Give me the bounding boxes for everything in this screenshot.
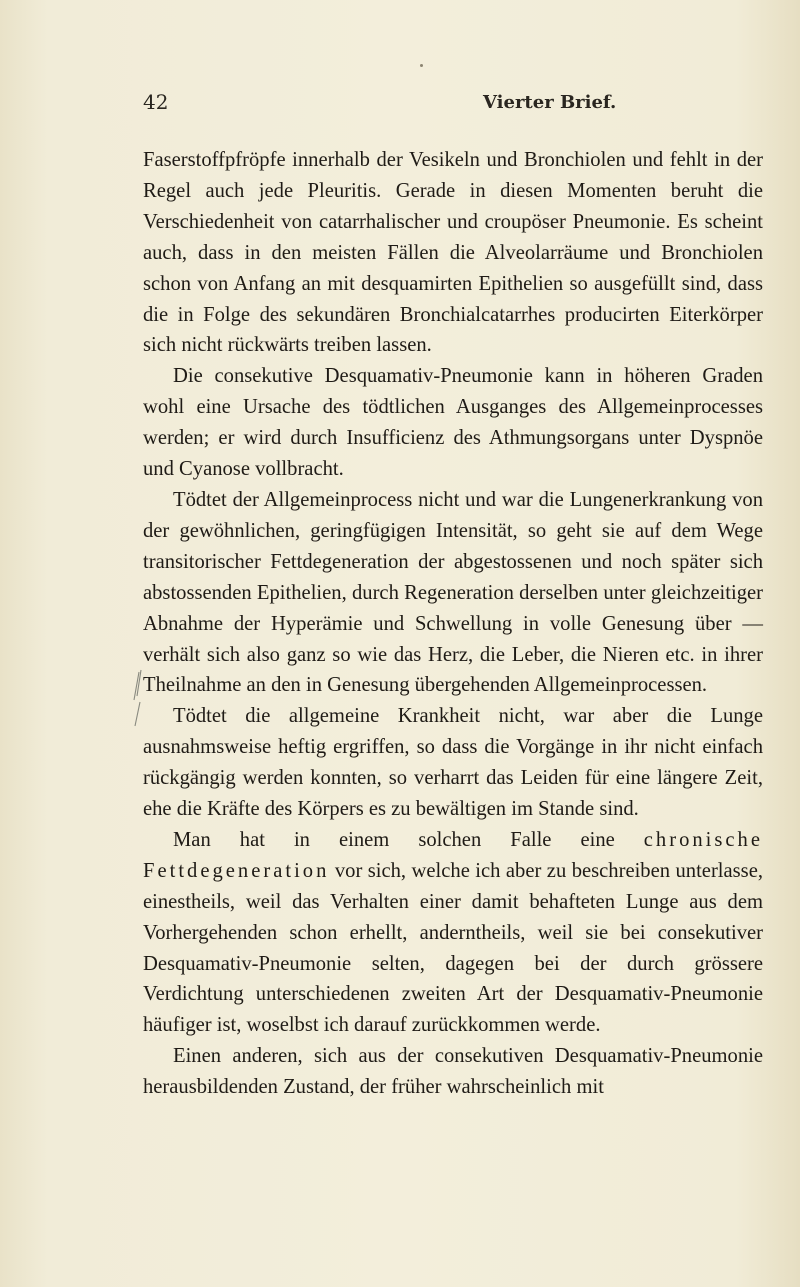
paragraph-4: Tödtet die allgemeine Krankheit nicht, war aber die Lunge ausnahmsweise heftig ergriffen, so dass die Vorgänge in ihr nicht einfach rückgängig werden konnten, so verharrt das Leiden für eine längere Zeit, ehe die Kräfte des Körpers es zu bewältigen im Stande sind. (143, 705, 763, 821)
page-header (143, 90, 763, 122)
paper-speck (420, 64, 423, 67)
paragraph-5-start: Man hat in einem solchen Falle eine (173, 828, 644, 851)
paragraph-5 (143, 825, 763, 1041)
emphasized-term: chronische Fettdegeneration (143, 828, 763, 882)
running-head: Vierter Brief. (483, 92, 617, 113)
paragraph-1: Faserstoffpfröpfe innerhalb der Vesikeln und Bronchiolen und fehlt in der Regel auch jede Pleuritis. Gerade in diesen Momenten beruht die Verschiedenheit von catarrhalischer und croupöser Pneumonie. Es scheint auch, dass in den meisten Fällen die Alveolarräume und Bronchiolen schon von Anfang an mit desquamirten Epithelien so ausgefüllt sind, dass die in Folge des sekundären Bronchialcatarrhes producirten Eiterkörper sich nicht rückwärts treiben lassen. (143, 149, 763, 357)
paragraph-6: Einen anderen, sich aus der consekutiven Desquamativ-Pneumonie herausbildenden Zustand, der früher wahrscheinlich mit (143, 1045, 763, 1099)
paragraph-5-end: vor sich, welche ich aber zu beschreiben unterlasse, einestheils, weil das Verhalten einer damit behafteten Lunge aus dem Vorhergehenden schon erhellt, anderntheils, weil sie bei consekutiver Desquamativ-Pneumonie selten, dagegen bei der durch grössere Verdichtung unterschiedenen zweiten Art der Desquamativ-Pneumonie häufiger ist, woselbst ich darauf zurückkommen werde. (143, 859, 763, 1037)
paragraph-2: Die consekutive Desquamativ-Pneumonie kann in höheren Graden wohl eine Ursache des tödtlichen Ausganges des Allgemeinprocesses werden; er wird durch Insufficienz des Athmungsorgans unter Dyspnöe und Cyanose vollbracht. (143, 365, 763, 481)
page-number: 42 (143, 90, 169, 114)
paragraph-3: Tödtet der Allgemeinprocess nicht und war die Lungenerkrankung von der gewöhnlichen, geringfügigen Intensität, so geht sie auf dem Wege transitorischer Fettdegeneration der abgestossenen und noch später sich abstossenden Epithelien, durch Regeneration derselben unter gleichzeitiger Abnahme der Hyperämie und Schwellung in volle Genesung über — verhält sich also ganz so wie das Herz, die Leber, die Nieren etc. in ihrer Theilnahme an den in Genesung übergehenden Allgemeinprocessen. (143, 488, 763, 697)
body-text (143, 145, 763, 1103)
